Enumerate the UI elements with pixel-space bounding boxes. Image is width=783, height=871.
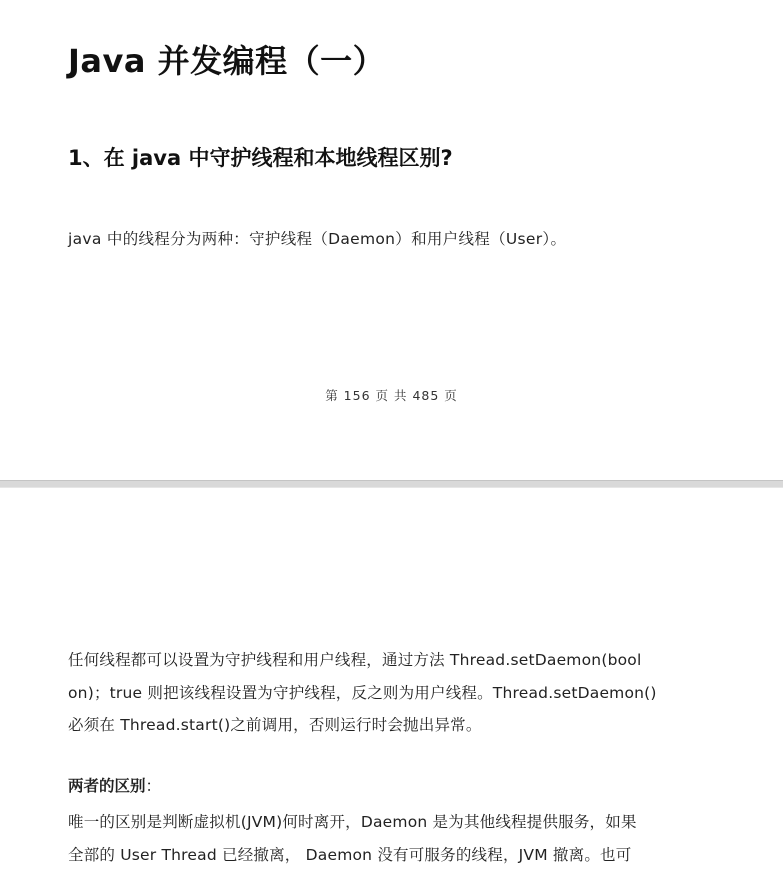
paragraph-line: 全部的 User Thread 已经撤离， Daemon 没有可服务的线程，JVM 撤离。也可 [68, 839, 716, 871]
section-heading: 1、在 java 中守护线程和本地线程区别? [68, 142, 453, 172]
subheading-colon: ： [146, 777, 162, 795]
subheading-label: 两者的区别 [68, 777, 146, 795]
paragraph-line: 唯一的区别是判断虚拟机(JVM)何时离开，Daemon 是为其他线程提供服务，如果 [68, 806, 716, 839]
document-title: Java 并发编程（一） [68, 36, 385, 82]
paragraph-line: on)；true 则把该线程设置为守护线程，反之则为用户线程。Thread.setDaemon() [68, 677, 716, 710]
page-separator [0, 480, 783, 488]
document-page-157 [0, 488, 783, 866]
paragraph-line: 必须在 Thread.start()之前调用，否则运行时会抛出异常。 [68, 709, 716, 742]
paragraph-difference [68, 806, 716, 871]
difference-subheading [68, 774, 161, 796]
paragraph-line: 任何线程都可以设置为守护线程和用户线程，通过方法 Thread.setDaemon(bool [68, 644, 716, 677]
paragraph-set-daemon [68, 644, 716, 742]
page-number-footer: 第 156 页 共 485 页 [0, 386, 783, 404]
intro-paragraph: java 中的线程分为两种：守护线程（Daemon）和用户线程（User）。 [68, 227, 566, 249]
